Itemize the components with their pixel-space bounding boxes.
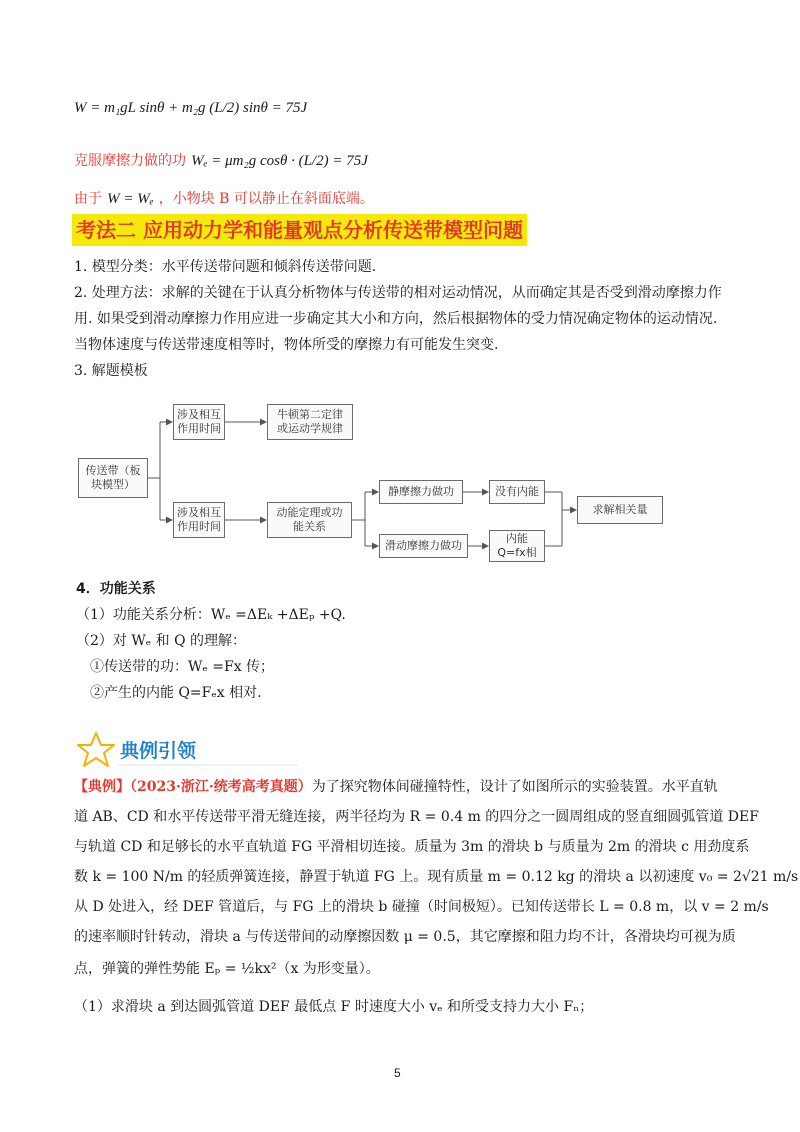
flow-root-box: [78, 458, 148, 498]
flow-b2-line2: 能关系: [293, 520, 326, 533]
flow-d1-label: 滑动摩擦力做功: [385, 539, 462, 552]
conclusion-pre: 由于: [74, 191, 102, 207]
flow-b2-line1: 动能定理或功: [276, 506, 343, 519]
flow-d2-line2: Q=fx相: [497, 546, 537, 559]
friction-formula: Wₑ = μm₂g cosθ · (L/2) = 75J: [191, 153, 368, 169]
model-classification: 1. 模型分类：水平传送带问题和倾斜传送带问题.: [74, 259, 377, 275]
example-banner: 典例引领: [120, 740, 197, 762]
flow-e-box: [577, 496, 663, 524]
flow-c2-box: [489, 480, 545, 504]
star-icon: [74, 730, 118, 770]
flow-d1-box: [379, 534, 468, 558]
banner-underline: [118, 764, 298, 766]
flow-c1-label: 静摩擦力做功: [388, 485, 454, 498]
flow-a1-line1: 涉及相互: [177, 408, 221, 421]
example-source: （2023·浙江·统考高考真题）: [130, 779, 312, 795]
example-body6: 的速率顺时针转动，滑块 a 与传送带间的动摩擦因数 μ = 0.5，其它摩擦和阻力均不计，各滑块均可视为质: [74, 929, 736, 945]
flow-a1-box: [173, 404, 225, 440]
example-question1: （1）求滑块 a 到达圆弧管道 DEF 最低点 F 时速度大小 vₑ 和所受支持力大小 Fₙ；: [74, 999, 594, 1015]
example-body4: 数 k = 100 N/m 的轻质弹簧连接，静置于轨道 FG 上。现有质量 m = 0.12 kg 的滑块 a 以初速度 v₀ = 2√21 m/s: [74, 869, 799, 885]
flow-b1-box: [173, 502, 225, 538]
example-body7: 点，弹簧的弹性势能 Eₚ = ½kx²（x 为形变量）。: [74, 961, 380, 977]
section-heading: 考法二 应用动力学和能量观点分析传送带模型问题: [72, 214, 527, 246]
flow-root-line1: 传送带（板: [85, 464, 141, 477]
flow-a2-box: [267, 404, 353, 440]
page-number: 5: [394, 1066, 401, 1080]
flow-b2-box: [267, 502, 352, 538]
example-body1: 为了探究物体间碰撞特性，设计了如图所示的实验装置。水平直轨: [311, 779, 718, 795]
energy-line3: ①传送带的功：Wₑ =Fx 传；: [90, 659, 275, 675]
flow-a2-line1: 牛顿第二定律: [277, 408, 343, 421]
conclusion-post: ，小物块 B 可以静止在斜面底端。: [158, 191, 374, 207]
flow-c2-label: 没有内能: [495, 485, 539, 498]
conclusion-formula: W = Wₑ: [107, 191, 154, 207]
energy-line4: ②产生的内能 Q=Fₑx 相对.: [90, 685, 262, 701]
processing-method: 2. 处理方法：求解的关键在于认真分析物体与传送带的相对运动情况，从而确定其是否受到滑动摩擦力作用. 如果受到滑动摩擦力作用应进一步确定其大小和方向，然后根据物体的受力情况确定物体的运动情况. 当物体速度与传送带速度相等时，物体所受的摩擦力有可能发生突变.: [74, 285, 722, 353]
example-body3: 与轨道 CD 和足够长的水平直轨道 FG 平滑相切连接。质量为 3m 的滑块 b 与质量为 2m 的滑块 c 用劲度系: [74, 839, 750, 855]
flow-root-line2: 块模型）: [91, 478, 135, 491]
flow-a2-line2: 或运动学规律: [277, 422, 343, 435]
energy-title: 4．功能关系: [76, 581, 156, 597]
energy-line1: （1）功能关系分析：Wₑ =ΔEₖ +ΔEₚ +Q.: [76, 607, 346, 623]
flow-a1-line2: 作用时间: [177, 422, 221, 435]
energy-line2: （2）对 Wₑ 和 Q 的理解：: [76, 633, 246, 649]
work-formula: W = m₁gL sinθ + m₂g (L/2) sinθ = 75J: [74, 100, 308, 116]
example-body5: 从 D 处进入，经 DEF 管道后，与 FG 上的滑块 b 碰撞（时间极短）。已知传送带长 L = 0.8 m，以 v = 2 m/s: [74, 899, 769, 915]
example-tag: 【典例】: [74, 779, 130, 795]
flow-c1-box: [379, 480, 463, 504]
example-line1: [74, 776, 718, 796]
example-body2: 道 AB、CD 和水平传送带平滑无缝连接，两半径均为 R = 0.4 m 的四分之一圆周组成的竖直细圆弧管道 DEF: [74, 809, 759, 825]
template-title: 3. 解题模板: [74, 363, 148, 379]
flow-d2-line1: 内能: [506, 532, 528, 545]
friction-label: 克服摩擦力做的功: [74, 153, 186, 169]
flow-b1-line1: 涉及相互: [177, 506, 221, 519]
flow-e-label: 求解相关量: [592, 503, 648, 516]
flow-d2-box: [489, 530, 545, 562]
flow-b1-line2: 作用时间: [177, 520, 221, 533]
